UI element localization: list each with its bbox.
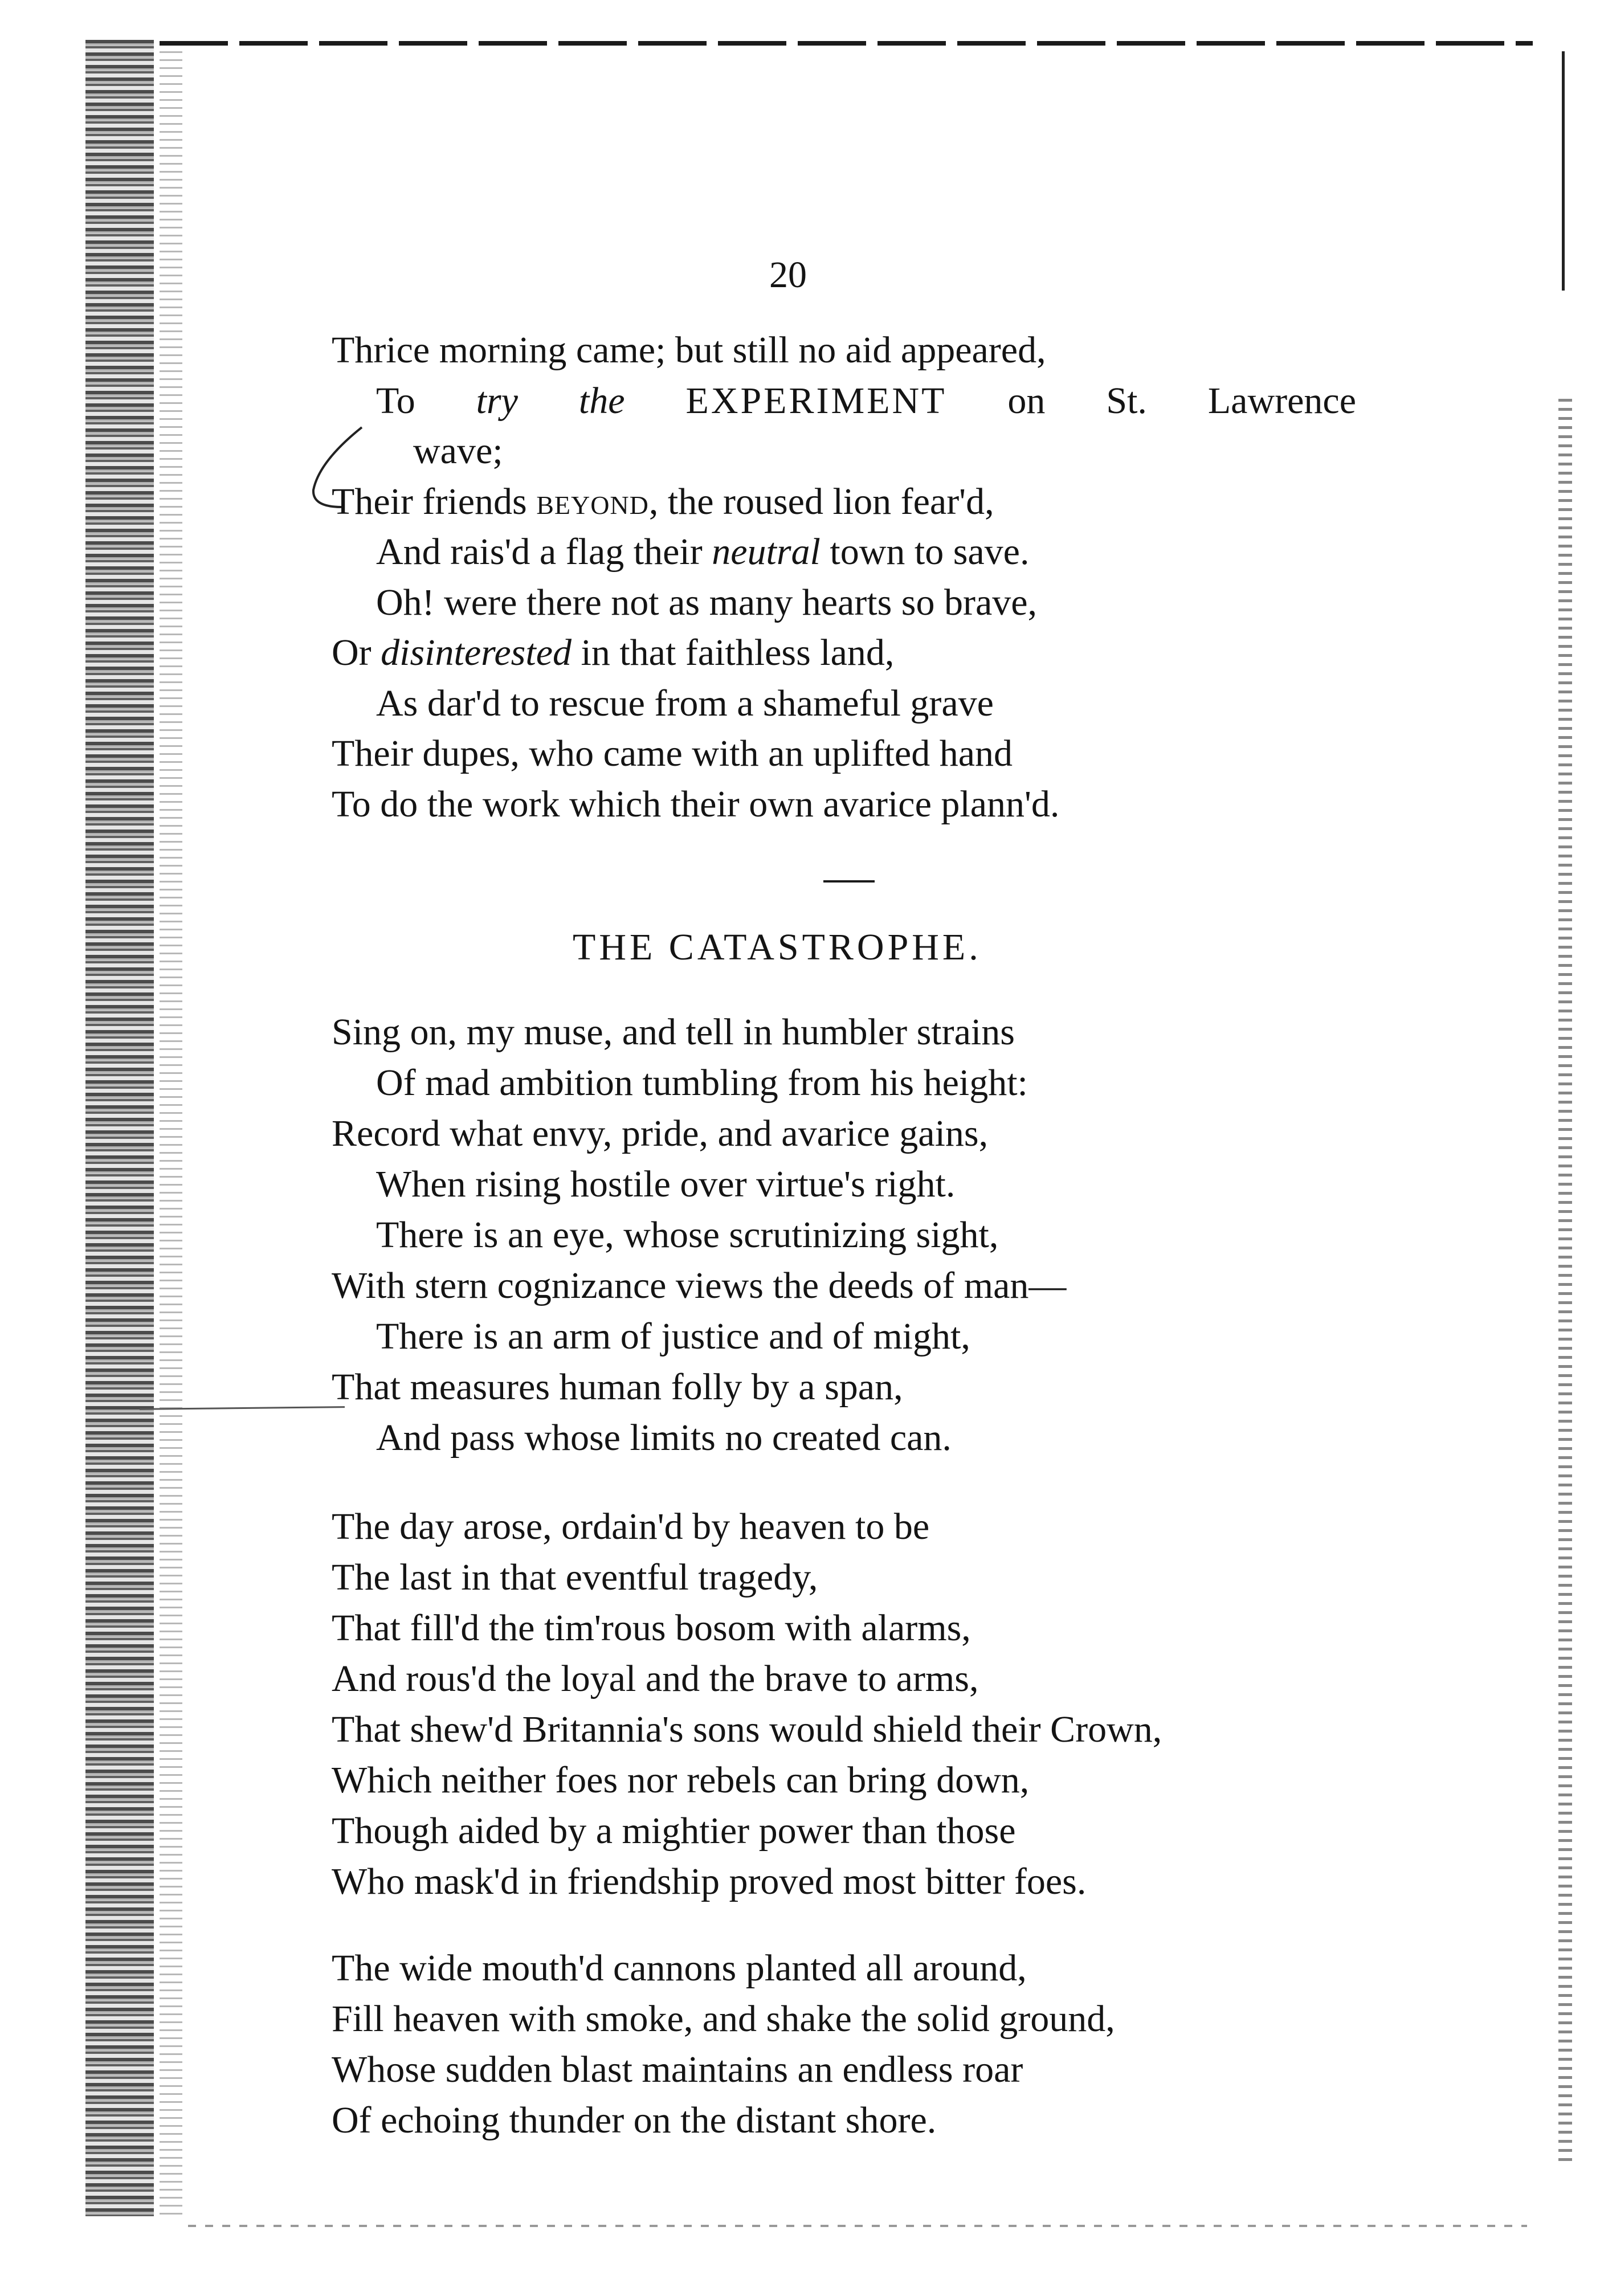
verse-line bbox=[332, 1707, 1162, 1752]
verse-line bbox=[332, 1859, 1086, 1905]
verse-text: As dar'd to rescue from a shameful grave bbox=[376, 682, 994, 724]
verse-line bbox=[376, 1060, 1028, 1106]
verse-text: Record what envy, pride, and avarice gains, bbox=[332, 1113, 989, 1154]
verse-line bbox=[376, 1314, 970, 1359]
verse-text: EXPERIMENT bbox=[685, 379, 947, 422]
verse-line bbox=[376, 580, 1037, 626]
section-title: THE CATASTROPHE. bbox=[573, 926, 982, 968]
section-divider bbox=[823, 880, 875, 883]
verse-text bbox=[625, 380, 686, 422]
verse-text: on St. Lawrence bbox=[946, 379, 1356, 422]
verse-line bbox=[332, 1010, 1015, 1055]
verse-line bbox=[332, 1758, 1029, 1803]
verse-text: , the roused lion fear'd, bbox=[648, 480, 994, 522]
verse-text: That measures human folly by a span, bbox=[332, 1366, 903, 1408]
verse-text: try the bbox=[476, 379, 625, 422]
verse-line bbox=[332, 630, 894, 676]
verse-text: The day arose, ordain'd by heaven to be bbox=[332, 1506, 930, 1547]
verse-text: Thrice morning came; but still no aid appeared, bbox=[332, 329, 1046, 371]
verse-text: Fill heaven with smoke, and shake the solid ground, bbox=[332, 1998, 1115, 2040]
verse-text: beyond bbox=[536, 480, 649, 522]
verse-text: in that faithless land, bbox=[572, 632, 895, 673]
verse-line bbox=[332, 782, 1059, 827]
verse-text: That shew'd Britannia's sons would shield their Crown, bbox=[332, 1709, 1162, 1750]
verse-line bbox=[332, 1605, 971, 1651]
scan-right-edge bbox=[1558, 399, 1572, 2165]
verse-text: To do the work which their own avarice plann'd. bbox=[332, 783, 1060, 825]
verse-text: Who mask'd in friendship proved most bitter foes. bbox=[332, 1861, 1087, 1902]
verse-line bbox=[376, 681, 994, 726]
verse-line bbox=[376, 378, 1356, 424]
verse-text: And rous'd the loyal and the brave to arms, bbox=[332, 1658, 979, 1699]
verse-text: Their friends bbox=[332, 480, 537, 522]
scan-right-edge-line bbox=[1562, 51, 1565, 291]
verse-text: Oh! were there not as many hearts so brave, bbox=[376, 581, 1038, 623]
verse-text: disinterested bbox=[381, 632, 572, 673]
verse-text: When rising hostile over virtue's right. bbox=[376, 1163, 956, 1205]
page-number: 20 bbox=[769, 254, 807, 296]
verse-line bbox=[332, 1555, 818, 1600]
verse-line bbox=[332, 1263, 1066, 1309]
verse-text: And rais'd a flag their bbox=[376, 531, 712, 573]
verse-line bbox=[332, 2047, 1023, 2093]
verse-line bbox=[332, 731, 1013, 777]
verse-text: And pass whose limits no created can. bbox=[376, 1417, 952, 1459]
verse-text: There is an arm of justice and of might, bbox=[376, 1315, 970, 1357]
verse-text: That fill'd the tim'rous bosom with alarms, bbox=[332, 1607, 971, 1649]
verse-text: Which neither foes nor rebels can bring down, bbox=[332, 1759, 1030, 1801]
verse-text: Whose sudden blast maintains an endless roar bbox=[332, 2049, 1023, 2090]
verse-text: Of echoing thunder on the distant shore. bbox=[332, 2099, 937, 2141]
scan-binding-shadow bbox=[160, 51, 182, 2216]
verse-line bbox=[376, 1162, 955, 1207]
verse-line bbox=[332, 1808, 1016, 1854]
verse-line bbox=[332, 2098, 936, 2143]
verse-text: There is an eye, whose scrutinizing sight, bbox=[376, 1214, 999, 1256]
verse-line bbox=[376, 1212, 998, 1258]
verse-text: neutral bbox=[712, 531, 821, 573]
verse-line bbox=[332, 328, 1046, 373]
verse-line bbox=[332, 1111, 988, 1157]
verse-line bbox=[332, 1656, 978, 1702]
scan-bottom-edge bbox=[188, 2225, 1527, 2227]
verse-text: Though aided by a mightier power than those bbox=[332, 1810, 1016, 1852]
scan-top-edge bbox=[160, 41, 1533, 46]
verse-text: town to save. bbox=[820, 531, 1030, 573]
scan-binding-edge bbox=[85, 40, 154, 2216]
verse-text: wave; bbox=[413, 430, 503, 472]
verse-line bbox=[332, 1504, 929, 1550]
verse-line bbox=[332, 479, 994, 525]
verse-line bbox=[332, 1946, 1027, 1991]
verse-text: To bbox=[376, 379, 476, 422]
verse-text: With stern cognizance views the deeds of man— bbox=[332, 1265, 1067, 1306]
verse-line bbox=[332, 1996, 1115, 2042]
verse-text: Or bbox=[332, 632, 381, 673]
verse-text: The wide mouth'd cannons planted all around, bbox=[332, 1947, 1027, 1989]
verse-line bbox=[413, 428, 503, 474]
verse-line bbox=[376, 1415, 952, 1461]
verse-text: Their dupes, who came with an uplifted hand bbox=[332, 733, 1013, 774]
verse-text: Sing on, my muse, and tell in humbler strains bbox=[332, 1011, 1015, 1053]
verse-text: Of mad ambition tumbling from his height: bbox=[376, 1062, 1028, 1104]
verse-text: The last in that eventful tragedy, bbox=[332, 1556, 818, 1598]
verse-line bbox=[332, 1364, 903, 1410]
verse-line bbox=[376, 529, 1029, 575]
